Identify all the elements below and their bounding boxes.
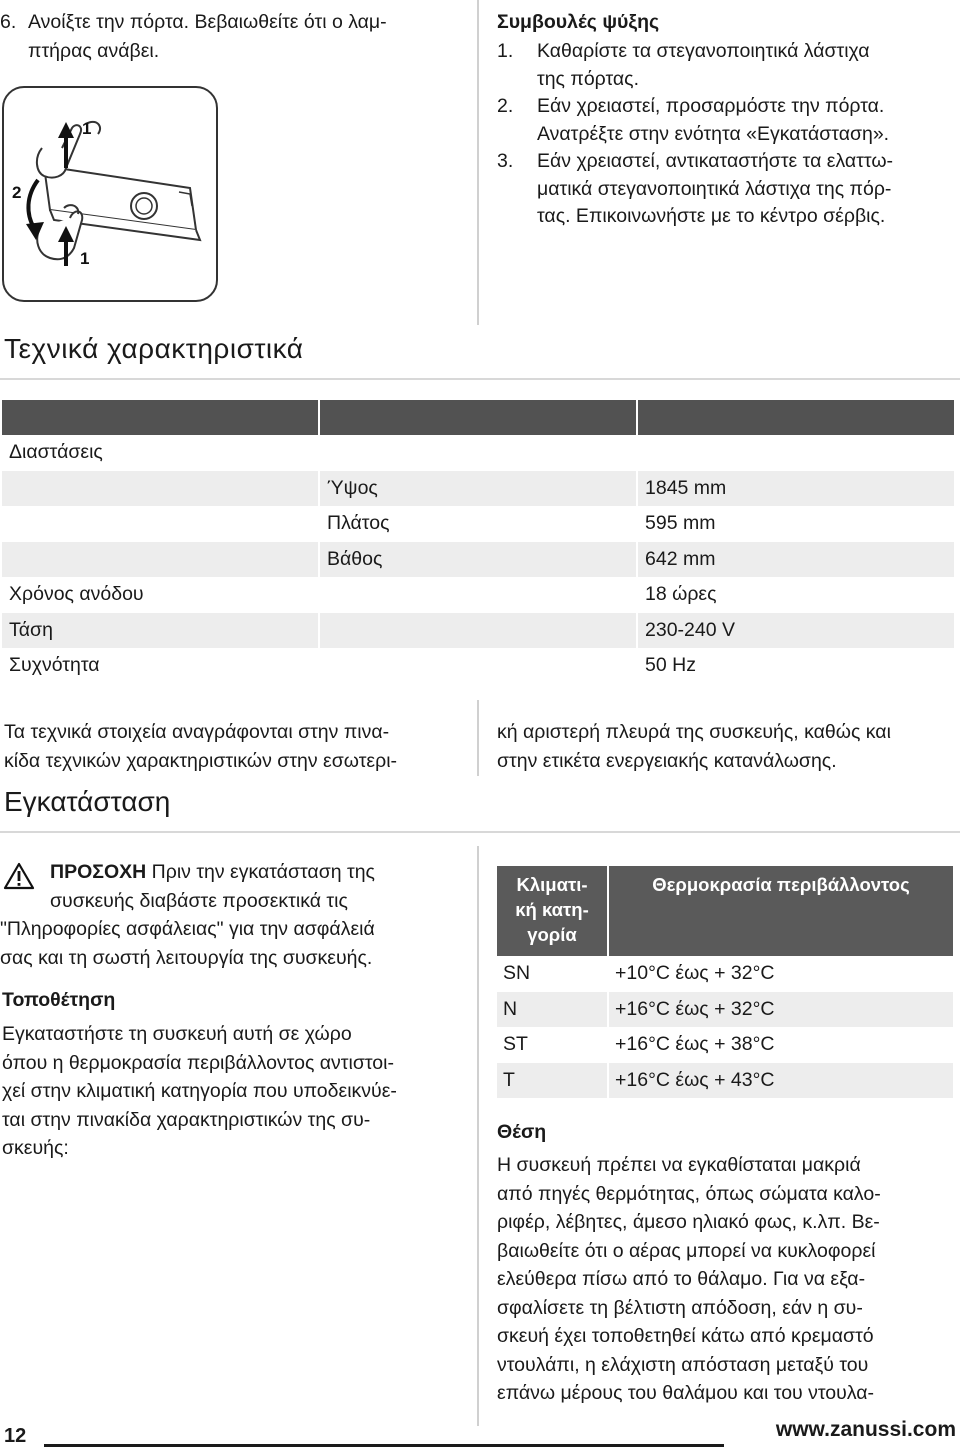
- cooling-tip-2: 2. Εάν χρειαστεί, προσαρμόστε την πόρτα. Ανατρέξτε στην ενότητα «Εγκατάσταση».: [497, 95, 890, 145]
- table-header-row: [497, 866, 953, 956]
- table-row: Τάση 230-240 V: [2, 613, 954, 649]
- column-divider: [477, 846, 479, 1426]
- warning-block: ΠΡΟΣΟΧΗ Πριν την εγκατάσταση της συσκευής διαβάστε προσεκτικά τις "Πληροφορίες ασφάλειας" για την ασφάλειά σας και τη σωστή λειτουργία της συσκευής.: [0, 861, 375, 969]
- position-text: Η συσκευή πρέπει να εγκαθίσταται μακριά από πηγές θερμότητας, όπως σώματα καλο- ριφέρ, λέβητες, άμεσο ηλιακό φως, κ.λπ. Βε- βαιωθείτε ότι ο αέρας μπορεί να κυκλοφορεί ελεύθερα πίσω από το θάλαμο. Για να εξα- σφαλίσετε τη βέλτιστη απόδοση, εάν η συ- σκευή έχει τοποθετηθεί κάτω από κρεμαστό ντουλάπι, η ελάχιστη απόσταση μεταξύ του επάνω μέρους του θαλάμου και του ντουλα-: [497, 1154, 881, 1404]
- cooling-tips: [497, 8, 957, 231]
- table-row: N +16°C έως + 32°C: [497, 992, 953, 1028]
- climate-header-class: Κλιματι- κή κατη- γορία: [497, 866, 607, 956]
- cooling-tip-1: 1. Καθαρίστε τα στεγανοποιητικά λάστιχα της πόρτας.: [497, 40, 870, 90]
- warning-label: ΠΡΟΣΟΧΗ: [50, 861, 147, 883]
- section-rule: [0, 378, 960, 380]
- placement-heading: Τοποθέτηση: [2, 989, 116, 1011]
- step-6: [0, 8, 460, 65]
- position-heading: Θέση: [497, 1121, 547, 1143]
- climate-class-table: [495, 866, 955, 1098]
- figure-label-2: 2: [12, 183, 22, 202]
- table-row: Πλάτος 595 mm: [2, 506, 954, 542]
- step-number: 6.: [0, 11, 17, 33]
- cooling-tip-3: 3. Εάν χρειαστεί, αντικαταστήστε τα ελαττω- ματικά στεγανοποιητικά λάστιχα της πόρ- τας. Επικοινωνήστε με το κέντρο σέρβις.: [497, 150, 894, 227]
- section-rule: [0, 831, 960, 833]
- table-row: Χρόνος ανόδου 18 ώρες: [2, 577, 954, 613]
- tech-section-title: Τεχνικά χαρακτηριστικά: [4, 333, 304, 364]
- table-row: Βάθος 642 mm: [2, 542, 954, 578]
- table-row: Διαστάσεις: [2, 435, 954, 471]
- door-illustration: [2, 86, 218, 302]
- placement-text: Εγκαταστήστε τη συσκευή αυτή σε χώρο όπου η θερμοκρασία περιβάλλοντος αντιστοι- χεί στην κλιματική κατηγορία που υποδεικνύε- ται στην πινακίδα χαρακτηριστικών της συ- σκευής:: [2, 1023, 397, 1159]
- column-divider: [477, 700, 479, 776]
- cooling-tips-title: Συμβουλές ψύξης: [497, 11, 660, 33]
- footer-rule: [44, 1444, 724, 1447]
- column-divider: [477, 0, 479, 325]
- figure-label-1-bottom: 1: [80, 249, 90, 268]
- table-row: ST +16°C έως + 38°C: [497, 1027, 953, 1063]
- step-text-line2: πτήρας ανάβει.: [28, 39, 160, 62]
- cooling-tips-list: [497, 38, 957, 231]
- step-text-line1: Ανοίξτε την πόρτα. Βεβαιωθείτε ότι ο λαμ-: [28, 11, 387, 33]
- website-link[interactable]: www.zanussi.com: [775, 1418, 956, 1441]
- page-number: 12: [4, 1425, 27, 1447]
- table-row: SN +10°C έως + 32°C: [497, 956, 953, 992]
- tech-note-left: Τα τεχνικά στοιχεία αναγράφονται στην πινα- κίδα τεχνικών χαρακτηριστικών στην εσωτερι-: [4, 721, 398, 772]
- install-section-title: Εγκατάσταση: [4, 786, 171, 817]
- tech-note-right: κή αριστερή πλευρά της συσκευής, καθώς και στην ετικέτα ενεργειακής κατανάλωσης.: [497, 721, 891, 772]
- door-lift-diagram: [4, 88, 216, 300]
- table-row: Συχνότητα 50 Hz: [2, 648, 954, 684]
- table-header-row: [2, 400, 954, 435]
- figure-label-1-top: 1: [82, 119, 92, 138]
- table-row: Ύψος 1845 mm: [2, 471, 954, 507]
- spec-table: [0, 400, 956, 684]
- climate-header-temp: Θερμοκρασία περιβάλλοντος: [609, 866, 953, 956]
- table-row: T +16°C έως + 43°C: [497, 1063, 953, 1099]
